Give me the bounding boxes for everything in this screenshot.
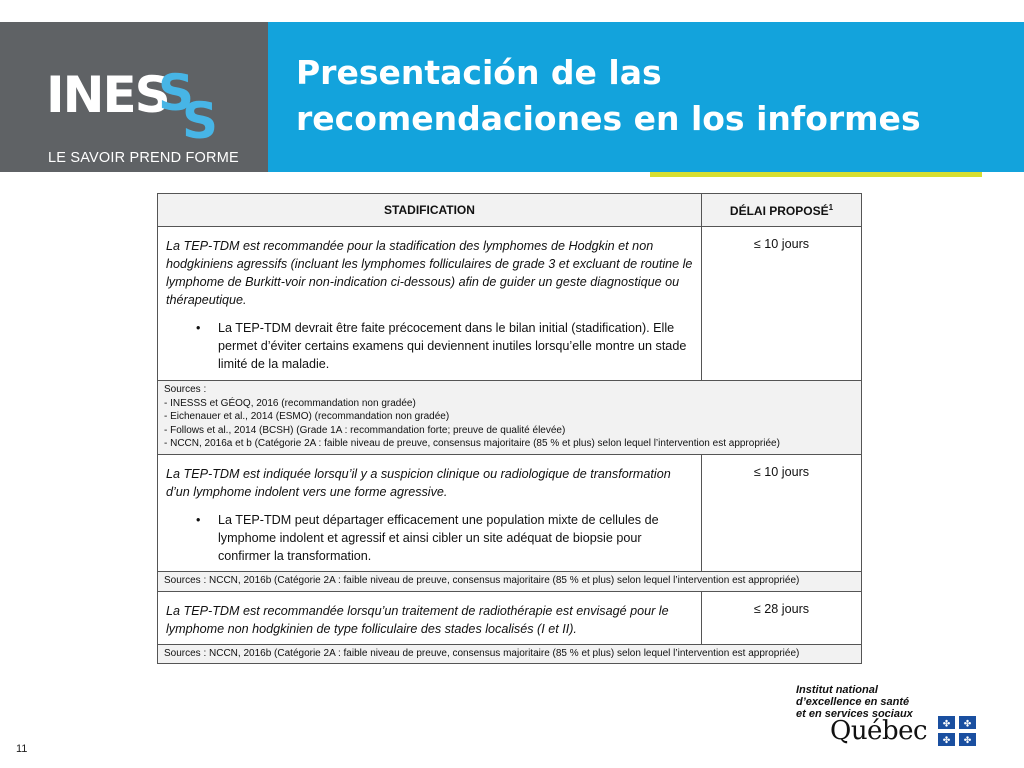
recommendation-cell xyxy=(158,591,702,644)
page-number: 11 xyxy=(16,743,28,755)
title-accent-line xyxy=(650,172,982,177)
sources-row xyxy=(158,644,862,664)
table-header-row xyxy=(158,194,862,227)
source-line: Sources : NCCN, 2016b (Catégorie 2A : faible niveau de preuve, consensus majoritaire (85 % et plus) selon lequel l’intervention est appropriée) xyxy=(164,574,800,586)
recommendation-cell xyxy=(158,454,702,571)
institute-name xyxy=(796,684,913,720)
quebec-wordmark: Québec xyxy=(830,716,928,746)
table-row xyxy=(158,227,862,381)
svg-text:✤: ✤ xyxy=(942,736,951,746)
institute-line: d’excellence en santé xyxy=(796,696,910,708)
sources-row xyxy=(158,571,862,591)
inesss-logo xyxy=(0,22,268,172)
source-line: Sources : NCCN, 2016b (Catégorie 2A : faible niveau de preuve, consensus majoritaire (85 % et plus) selon lequel l’intervention est appropriée) xyxy=(164,647,800,659)
recommendation-bullet xyxy=(166,511,693,565)
title-banner xyxy=(268,22,1024,172)
logo-tagline: LE SAVOIR PREND FORME xyxy=(48,150,239,166)
logo-double-s-icon xyxy=(156,62,226,142)
header-delay xyxy=(702,194,862,227)
sources-cell xyxy=(158,381,862,455)
page-title xyxy=(296,50,921,142)
sources-cell xyxy=(158,571,862,591)
recommendations-table xyxy=(157,193,862,664)
header-stadification: STADIFICATION xyxy=(158,194,702,227)
institute-line: et en services sociaux xyxy=(796,708,913,720)
delay-cell: ≤ 10 jours xyxy=(702,227,862,381)
recommendation-text: La TEP-TDM est indiquée lorsqu’il y a suspicion clinique ou radiologique de transformation d’un lymphome indolent vers une forme agressive. xyxy=(166,466,671,499)
source-line: - Eichenauer et al., 2014 (ESMO) (recommandation non gradée) xyxy=(164,411,450,423)
page-title-line2: recomendaciones en los informes xyxy=(296,99,921,138)
recommendation-bullet xyxy=(166,319,693,373)
table-row xyxy=(158,454,862,571)
svg-text:✤: ✤ xyxy=(963,736,972,746)
recommendation-text: La TEP-TDM est recommandée pour la stadification des lymphomes de Hodgkin et non hodgkiniens agressifs (incluant les lymphomes folliculaires de grade 3 et excluant de routine le lymphome de Burkitt-voir non-indication ci-dessous) afin de guider un geste diagnostique ou thérapeutique. xyxy=(166,239,693,307)
svg-text:✤: ✤ xyxy=(963,719,972,730)
svg-text:S: S xyxy=(182,92,219,142)
source-line: - Follows et al., 2014 (BCSH) (Grade 1A : recommandation forte; preuve de qualité élevée) xyxy=(164,424,566,436)
bullet-text: La TEP-TDM peut départager efficacement une population mixte de cellules de lymphome indolent et agressif et ainsi cibler un site adéquat de biopsie pour confirmer la transformation. xyxy=(218,512,659,563)
sources-cell xyxy=(158,644,862,664)
header-delay-label: DÉLAI PROPOSÉ xyxy=(729,203,829,218)
header-delay-footnote: 1 xyxy=(828,202,834,212)
table-row xyxy=(158,591,862,644)
institute-line: Institut national xyxy=(796,684,878,696)
source-line: - INESSS et GÉOQ, 2016 (recommandation non gradée) xyxy=(164,397,416,409)
bullet-dot-icon: • xyxy=(196,321,201,335)
bullet-dot-icon: • xyxy=(196,512,201,527)
recommendation-text: La TEP-TDM est recommandée lorsqu’un traitement de radiothérapie est envisagé pour le lymphome non hodgkinien de type folliculaire des stades localisés (I et II). xyxy=(166,603,669,636)
source-line: Sources : xyxy=(164,384,207,395)
logo-wordmark: INES xyxy=(46,66,169,124)
bullet-text: La TEP-TDM devrait être faite précocement dans le bilan initial (stadification). Elle permet d’éviter certains examens qui deviennent inutiles lorsqu’elle montre un stade limité de la maladie. xyxy=(218,321,687,371)
delay-cell: ≤ 28 jours xyxy=(702,591,862,644)
page-title-line1: Presentación de las xyxy=(296,53,662,92)
svg-text:S: S xyxy=(158,64,195,122)
svg-text:✤: ✤ xyxy=(942,719,951,730)
delay-cell: ≤ 10 jours xyxy=(702,454,862,571)
quebec-flag-icon xyxy=(938,716,976,746)
sources-row xyxy=(158,381,862,455)
source-line: - NCCN, 2016a et b (Catégorie 2A : faible niveau de preuve, consensus majoritaire (85 % et plus) selon lequel l’intervention est appropriée) xyxy=(164,438,780,450)
recommendation-cell xyxy=(158,227,702,381)
